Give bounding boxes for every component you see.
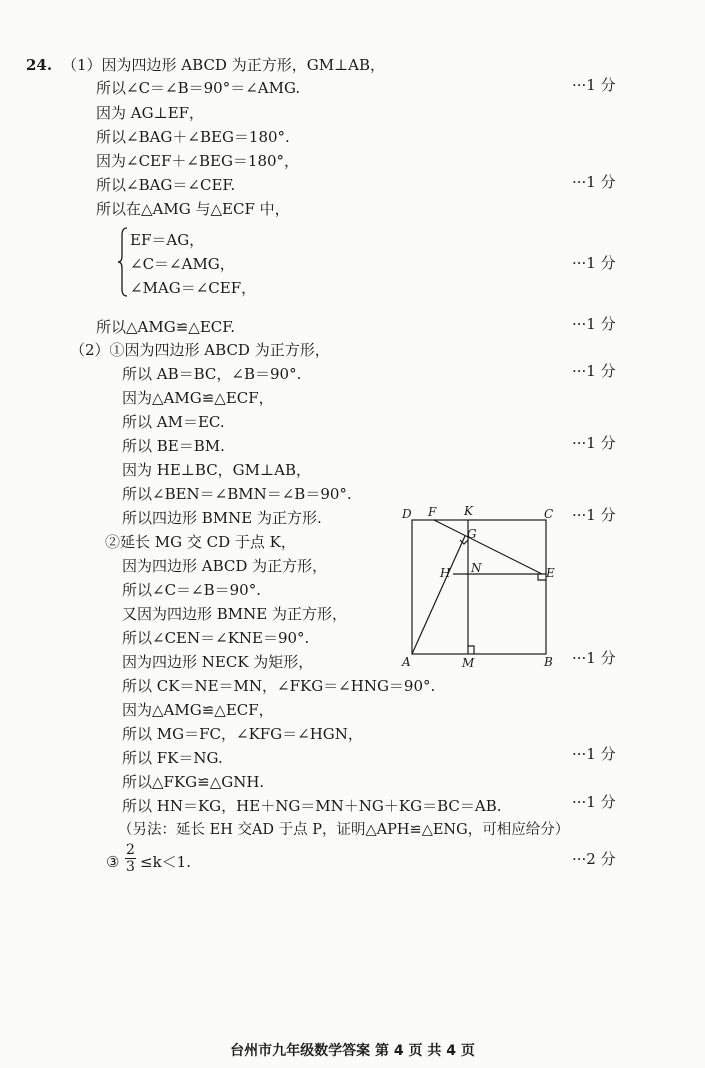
score-mark: ···2 分 bbox=[572, 850, 616, 868]
label-c: C bbox=[544, 507, 554, 521]
label-m: M bbox=[462, 656, 475, 670]
p2a-line-2: 因为△AMG≌△ECF， bbox=[122, 389, 274, 407]
score-mark: ···1 分 bbox=[572, 434, 616, 452]
system-eq-2: ∠MAG＝∠CEF， bbox=[130, 279, 257, 297]
p2b-line-2: 所以∠C＝∠B＝90°. bbox=[122, 581, 261, 599]
score-mark: ···1 分 bbox=[572, 173, 616, 191]
square-abcd bbox=[412, 520, 546, 654]
p2a-line-4: 所以 BE＝BM. bbox=[122, 437, 225, 455]
right-angle-mark-e bbox=[538, 574, 546, 580]
label-b: B bbox=[544, 655, 553, 669]
label-d: D bbox=[402, 507, 412, 521]
p2c-inequality: ≤k＜1. bbox=[140, 853, 191, 871]
score-mark: ···1 分 bbox=[572, 362, 616, 380]
question-number: 24. bbox=[26, 56, 53, 74]
p2a-line-1: 所以 AB＝BC，∠B＝90°. bbox=[122, 365, 302, 383]
label-a: A bbox=[402, 655, 411, 669]
label-k: K bbox=[464, 504, 473, 518]
p2b-line-8: 所以 MG＝FC，∠KFG＝∠HGN， bbox=[122, 725, 363, 743]
p1-line-3: 所以∠BAG＋∠BEG＝180°. bbox=[96, 128, 290, 146]
p2b-line-4: 所以∠CEN＝∠KNE＝90°. bbox=[122, 629, 310, 647]
p1-line-0: （1）因为四边形 ABCD 为正方形，GM⊥AB， bbox=[62, 56, 386, 74]
p1-line-5: 所以∠BAG＝∠CEF. bbox=[96, 176, 236, 194]
p1-conclusion: 所以△AMG≌△ECF. bbox=[96, 318, 236, 336]
label-g: G bbox=[467, 527, 477, 541]
p2b-line-7: 因为△AMG≌△ECF， bbox=[122, 701, 274, 719]
system-eq-0: EF＝AG， bbox=[130, 231, 205, 249]
p2b-line-11: 所以 HN＝KG，HE＋NG＝MN＋NG＋KG＝BC＝AB. bbox=[122, 797, 502, 815]
right-angle-mark-m bbox=[468, 646, 474, 654]
p2a-line-5: 因为 HE⊥BC，GM⊥AB， bbox=[122, 461, 311, 479]
score-mark: ···1 分 bbox=[572, 254, 616, 272]
score-mark: ···1 分 bbox=[572, 649, 616, 667]
p2b-line-5: 因为四边形 NECK 为矩形， bbox=[122, 653, 314, 671]
fraction bbox=[125, 843, 136, 874]
score-mark: ···1 分 bbox=[572, 506, 616, 524]
score-mark: ···1 分 bbox=[572, 76, 616, 94]
p2a-line-3: 所以 AM＝EC. bbox=[122, 413, 225, 431]
p2c-prefix: ③ bbox=[106, 853, 120, 871]
p2b-line-1: 因为四边形 ABCD 为正方形， bbox=[122, 557, 328, 575]
p2a-line-0: （2）①因为四边形 ABCD 为正方形， bbox=[70, 341, 330, 359]
p2b-line-6: 所以 CK＝NE＝MN，∠FKG＝∠HNG＝90°. bbox=[122, 677, 436, 695]
geometry-figure bbox=[398, 506, 573, 674]
score-mark: ···1 分 bbox=[572, 793, 616, 811]
p2b-line-10: 所以△FKG≌△GNH. bbox=[122, 773, 265, 791]
p2a-line-6: 所以∠BEN＝∠BMN＝∠B＝90°. bbox=[122, 485, 352, 503]
score-mark: ···1 分 bbox=[572, 745, 616, 763]
p1-line-6: 所以在△AMG 与△ECF 中， bbox=[96, 200, 290, 218]
segment-ag bbox=[412, 536, 465, 654]
p2b-line-0: ②延长 MG 交 CD 于点 K， bbox=[105, 533, 296, 551]
fraction-denominator: 3 bbox=[126, 859, 135, 875]
label-n: N bbox=[471, 561, 482, 575]
p1-line-1: 所以∠C＝∠B＝90°＝∠AMG. bbox=[96, 79, 301, 97]
page-footer: 台州市九年级数学答案 第 4 页 共 4 页 bbox=[230, 1043, 475, 1059]
system-eq-1: ∠C＝∠AMG， bbox=[130, 255, 235, 273]
p2b-line-9: 所以 FK＝NG. bbox=[122, 749, 223, 767]
p2b-line-3: 又因为四边形 BMNE 为正方形， bbox=[122, 605, 347, 623]
p1-line-2: 因为 AG⊥EF， bbox=[96, 104, 205, 122]
p2a-line-7: 所以四边形 BMNE 为正方形. bbox=[122, 509, 322, 527]
p2b-alt-method: （另法：延长 EH 交AD 于点 P，证明△APH≌△ENG，可相应给分） bbox=[118, 822, 570, 838]
p1-line-4: 因为∠CEF＋∠BEG＝180°， bbox=[96, 152, 300, 170]
label-h: H bbox=[440, 566, 451, 580]
system-brace bbox=[118, 227, 128, 297]
label-e: E bbox=[546, 566, 555, 580]
label-f: F bbox=[428, 505, 437, 519]
fraction-numerator: 2 bbox=[126, 842, 135, 858]
score-mark: ···1 分 bbox=[572, 315, 616, 333]
